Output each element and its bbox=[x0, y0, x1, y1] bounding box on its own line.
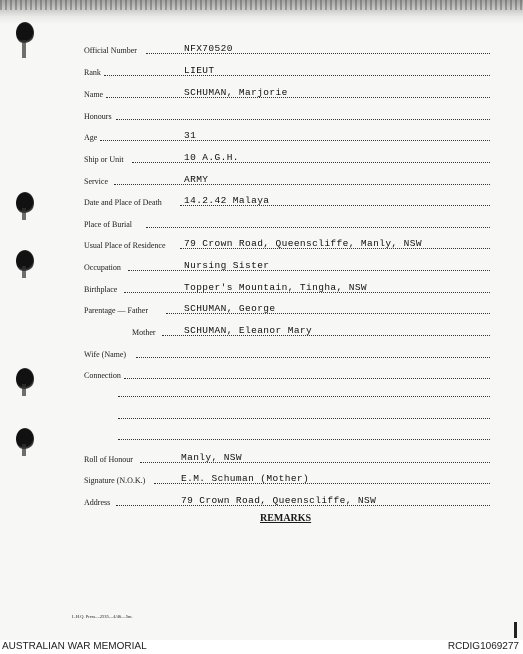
field-value: Manly, NSW bbox=[181, 452, 243, 463]
punch-hole-mark bbox=[22, 444, 26, 456]
field-wife bbox=[84, 346, 490, 360]
punch-hole-mark bbox=[22, 208, 26, 220]
field-label: Name bbox=[84, 90, 104, 99]
field-label: Usual Place of Residence bbox=[84, 241, 166, 250]
field-value: LIEUT bbox=[184, 65, 215, 76]
field-value: 14.2.42 Malaya bbox=[184, 195, 270, 206]
archive-footer bbox=[0, 641, 523, 654]
field-mother bbox=[132, 324, 490, 338]
punch-hole-mark bbox=[22, 266, 26, 278]
field-value: Nursing Sister bbox=[184, 260, 270, 271]
record-id: RCDIG1069277 bbox=[447, 641, 519, 652]
field-value: E.M. Schuman (Mother) bbox=[181, 473, 310, 484]
field-label: Signature (N.O.K.) bbox=[84, 476, 146, 485]
field-rank bbox=[84, 64, 490, 78]
field-label: Wife (Name) bbox=[84, 350, 127, 359]
field-value: NFX70520 bbox=[184, 43, 233, 54]
field-date-place-of-death bbox=[84, 194, 490, 208]
field-residence bbox=[84, 237, 490, 251]
field-label: Official Number bbox=[84, 46, 137, 55]
field-value: 79 Crown Road, Queenscliffe, Manly, NSW bbox=[184, 238, 422, 249]
field-name bbox=[84, 86, 490, 100]
field-value: 31 bbox=[184, 130, 197, 141]
scan-mark bbox=[514, 622, 517, 638]
field-label: Birthplace bbox=[84, 285, 118, 294]
field-honours bbox=[84, 108, 490, 122]
field-age bbox=[84, 129, 490, 143]
field-service bbox=[84, 173, 490, 187]
field-ship-or-unit bbox=[84, 151, 490, 165]
field-value: Topper's Mountain, Tingha, NSW bbox=[184, 282, 368, 293]
printer-mark: L.H.Q. Press—2535—4/46—5m. bbox=[72, 614, 133, 619]
field-label: Rank bbox=[84, 68, 101, 77]
connection-line bbox=[118, 418, 490, 419]
punch-hole-mark bbox=[22, 384, 26, 396]
remarks-heading: REMARKS bbox=[260, 513, 312, 524]
archive-name: AUSTRALIAN WAR MEMORIAL bbox=[2, 641, 147, 652]
field-value: 79 Crown Road, Queenscliffe, NSW bbox=[181, 495, 377, 506]
punch-hole-mark bbox=[22, 40, 26, 58]
connection-line bbox=[118, 439, 490, 440]
field-label: Connection bbox=[84, 371, 121, 380]
field-address bbox=[84, 494, 490, 508]
field-value: SCHUMAN, Eleanor Mary bbox=[184, 325, 313, 336]
field-label: Place of Burial bbox=[84, 220, 132, 229]
field-label: Ship or Unit bbox=[84, 155, 124, 164]
field-value: SCHUMAN, Marjorie bbox=[184, 87, 288, 98]
field-roll-of-honour bbox=[84, 451, 490, 465]
field-birthplace bbox=[84, 281, 490, 295]
field-label: Date and Place of Death bbox=[84, 198, 162, 207]
field-signature bbox=[84, 472, 490, 486]
field-place-of-burial bbox=[84, 216, 490, 230]
field-label: Mother bbox=[132, 328, 156, 337]
field-label: Occupation bbox=[84, 263, 121, 272]
field-label: Service bbox=[84, 177, 108, 186]
field-label: Honours bbox=[84, 112, 112, 121]
field-label: Parentage — Father bbox=[84, 306, 148, 315]
scan-shadow bbox=[0, 0, 523, 24]
field-value: ARMY bbox=[184, 174, 209, 185]
field-label: Age bbox=[84, 133, 98, 142]
field-value: 10 A.G.H. bbox=[184, 152, 239, 163]
field-father bbox=[84, 302, 490, 316]
connection-line bbox=[118, 396, 490, 397]
field-connection bbox=[84, 367, 490, 381]
field-label: Address bbox=[84, 498, 111, 507]
field-label: Roll of Honour bbox=[84, 455, 133, 464]
field-official-number bbox=[84, 42, 490, 56]
field-value: SCHUMAN, George bbox=[184, 303, 276, 314]
field-occupation bbox=[84, 259, 490, 273]
